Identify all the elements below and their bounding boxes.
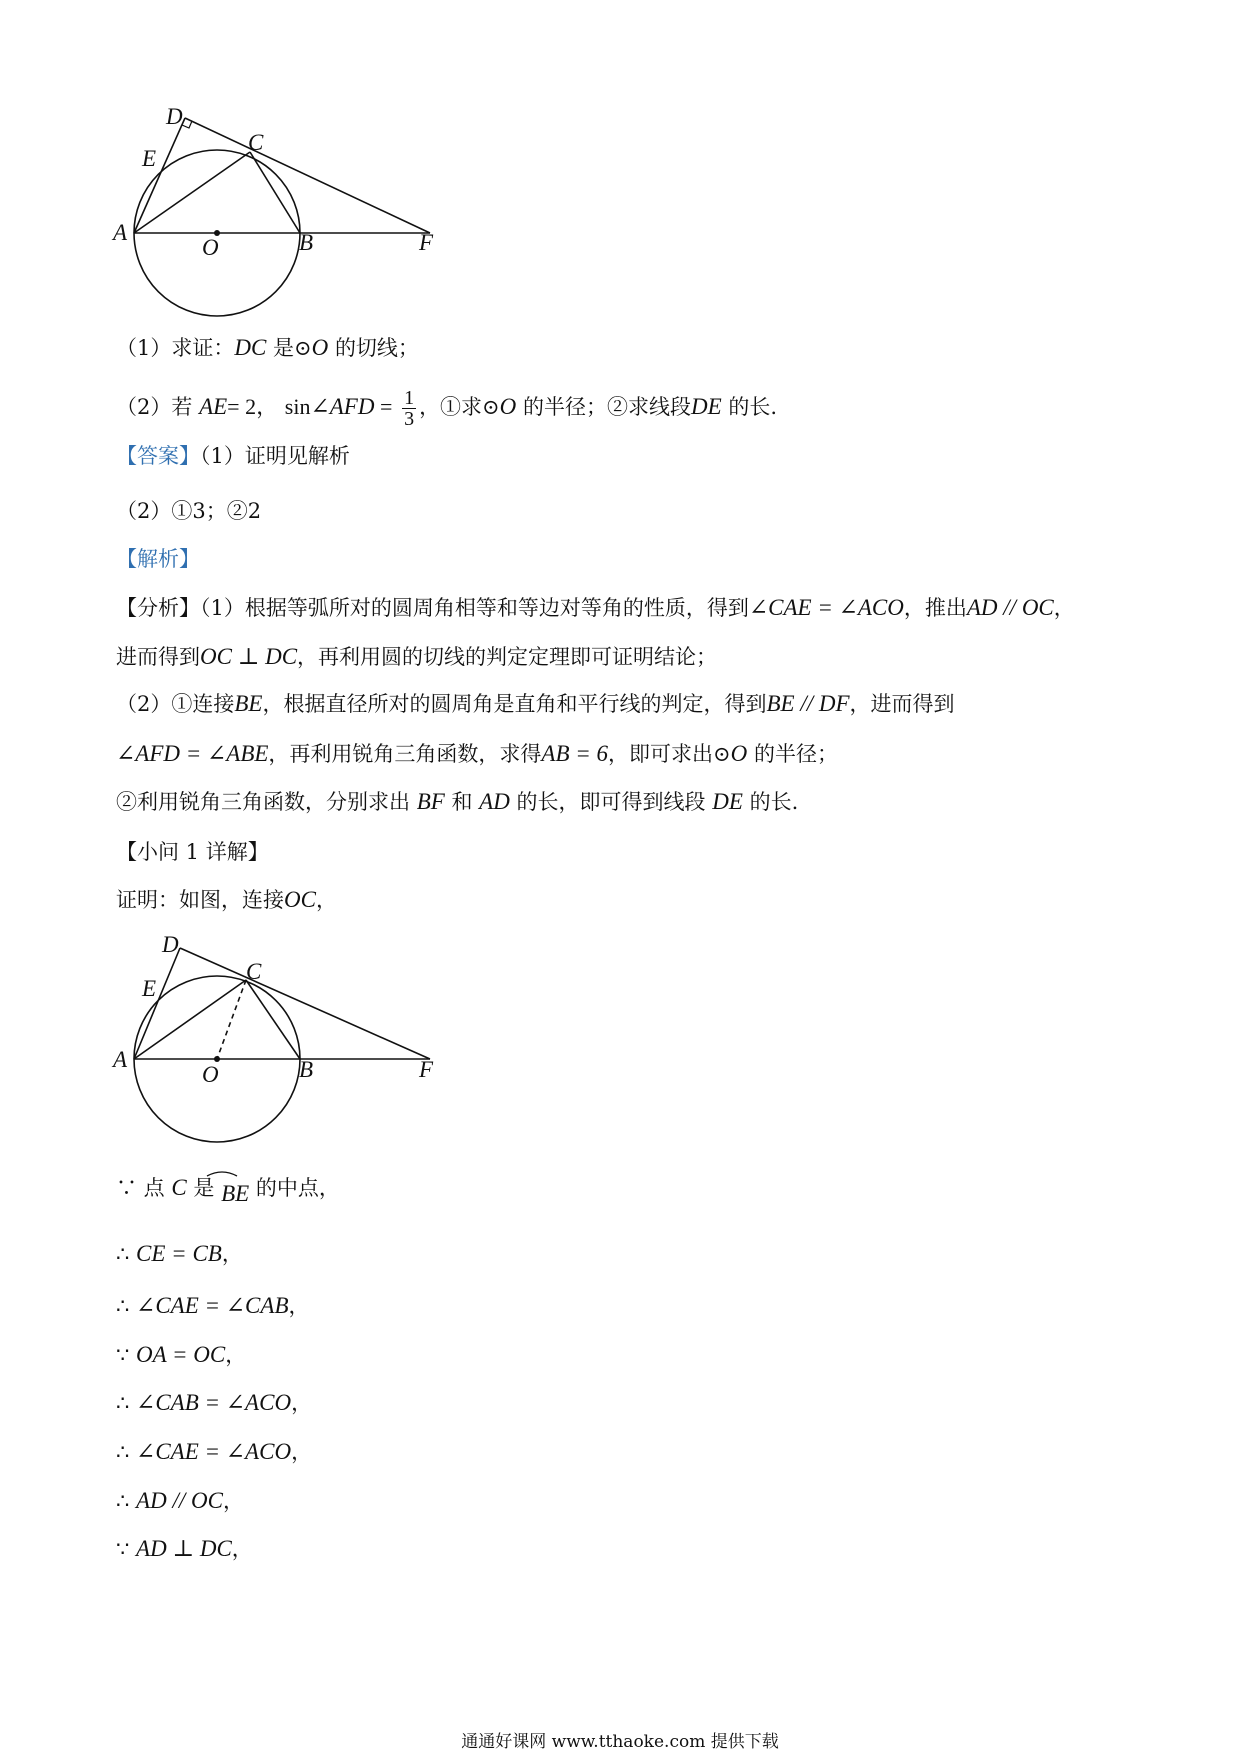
fenxi-l3c: ，进而得到	[849, 692, 955, 716]
frac-denominator: 3	[404, 408, 415, 430]
q1-dc: DC	[234, 335, 267, 360]
q1-rest: 的切线；	[334, 336, 419, 360]
fenxi-l5m3: DE	[712, 789, 743, 814]
step-6-text: ，	[291, 1440, 313, 1464]
q2-mid2: 的半径；②求线段	[522, 395, 691, 419]
proof-intro-b: ，	[315, 888, 337, 912]
fenxi-l5d: 的长.	[749, 790, 799, 814]
label-c: C	[248, 130, 264, 155]
fenxi-l2a: 进而得到	[116, 645, 200, 669]
label-a: A	[113, 220, 128, 245]
step-3-math: ∠CAE = ∠CAB	[136, 1293, 289, 1318]
label-d: D	[166, 104, 183, 129]
label-e: E	[142, 146, 157, 171]
fenxi-l1a: （1）根据等弧所对的圆周角相等和等边对等角的性质，得到	[200, 596, 749, 620]
fenxi-l4m3: O	[730, 741, 748, 766]
fenxi-l4m1: ∠AFD = ∠ABE	[116, 741, 269, 766]
fenxi-l1c: ，	[1053, 596, 1075, 620]
q1-o: O	[311, 335, 329, 360]
step-3-sym: ∴	[116, 1294, 137, 1318]
q2-prefix: （2）若	[116, 395, 193, 419]
label-a-2: A	[113, 1047, 128, 1072]
q2-sin: sin	[284, 394, 311, 419]
frac-numerator: 1	[404, 387, 415, 409]
fenxi-tag: 【分析】	[116, 596, 200, 620]
step-6-sym: ∴	[116, 1440, 137, 1464]
label-c-2: C	[246, 959, 262, 984]
fenxi-l1m1: ∠CAE = ∠ACO	[748, 595, 904, 620]
step-8-sym: ∵	[116, 1537, 137, 1561]
step-1-arc-be: BE	[221, 1181, 250, 1206]
fenxi-l4c: 的半径；	[753, 742, 838, 766]
step-1-sym: ∵ 点	[116, 1176, 172, 1200]
fenxi-l5m1: BF	[416, 789, 445, 814]
step-1-math: C	[171, 1175, 187, 1200]
label-b-2: B	[299, 1057, 314, 1082]
fenxi-l2m: OC ⊥ DC	[200, 644, 298, 669]
step-2-text: ，	[221, 1242, 243, 1266]
fenxi-l5a: ②利用锐角三角函数，分别求出	[116, 790, 410, 814]
step-1-tail: 的中点，	[249, 1176, 340, 1200]
q2-eq: =	[374, 394, 393, 419]
proof-intro-a: 证明：如图，连接	[116, 888, 284, 912]
label-f-2: F	[419, 1057, 434, 1082]
step-7-sym: ∴	[116, 1489, 137, 1513]
q2-eq2: = 2，	[227, 394, 279, 419]
q1-is: 是	[273, 336, 295, 360]
step-5-sym: ∴	[116, 1391, 137, 1415]
step-8-math: AD ⊥ DC	[136, 1536, 232, 1561]
q2-mid1: ，①求⊙	[419, 395, 500, 419]
answer-tag: 【答案】	[116, 444, 200, 468]
step-6-math: ∠CAE = ∠ACO	[136, 1439, 292, 1464]
fenxi-l5m2: AD	[479, 789, 510, 814]
fenxi-l1b: ，推出	[903, 596, 967, 620]
step-7-math: AD // OC	[136, 1488, 223, 1513]
q2-o: O	[499, 394, 517, 419]
step-8-text: ，	[231, 1537, 253, 1561]
step-3-text: ，	[288, 1294, 310, 1318]
label-o-2: O	[202, 1062, 219, 1087]
step-5-math: ∠CAB = ∠ACO	[136, 1390, 292, 1415]
step-1-text: 是	[186, 1176, 222, 1200]
fenxi-l4a: ，再利用锐角三角函数，求得	[268, 742, 542, 766]
fenxi-l3m2: BE // DF	[766, 691, 850, 716]
fenxi-l4m2: AB = 6	[541, 741, 609, 766]
answer-text-1: （1）证明见解析	[200, 444, 350, 468]
circle-symbol: ⊙	[294, 336, 312, 360]
arc-over-be	[207, 1172, 237, 1176]
fenxi-l2b: ，再利用圆的切线的判定定理即可证明结论；	[297, 645, 718, 669]
analysis-tag: 【解析】	[116, 547, 200, 571]
q2-ae: AE	[199, 394, 228, 419]
step-7-text: ，	[222, 1489, 244, 1513]
footer: 通通好课网 www.tthaoke.com 提供下载	[461, 1732, 779, 1752]
label-o: O	[202, 235, 219, 260]
answer-text-2: （2）①3；②2	[116, 499, 262, 523]
step-5-text: ，	[291, 1391, 313, 1415]
proof-intro-oc: OC	[284, 887, 316, 912]
detail-tag: 【小问 1 详解】	[116, 840, 269, 864]
step-4-math: OA = OC	[136, 1342, 226, 1367]
fenxi-l3m1: BE	[234, 691, 263, 716]
step-4-sym: ∵	[116, 1343, 137, 1367]
fenxi-l3a: （2）①连接	[116, 692, 235, 716]
fenxi-l3b: ，根据直径所对的圆周角是直角和平行线的判定，得到	[262, 692, 767, 716]
step-2-math: CE = CB	[136, 1241, 222, 1266]
fenxi-l5c: 的长，即可得到线段	[516, 790, 706, 814]
fenxi-l1m2: AD // OC	[966, 595, 1054, 620]
q2-afd: ∠AFD	[310, 394, 375, 419]
label-b: B	[299, 230, 314, 255]
fenxi-l4b: ，即可求出⊙	[608, 742, 731, 766]
q1-prefix: （1）求证：	[116, 336, 235, 360]
label-d-2: D	[162, 932, 179, 957]
step-4-text: ，	[225, 1343, 247, 1367]
fenxi-l5b: 和	[451, 790, 473, 814]
q2-de: DE	[690, 394, 722, 419]
label-f: F	[419, 230, 434, 255]
step-2-sym: ∴	[116, 1242, 137, 1266]
label-e-2: E	[142, 976, 157, 1001]
q2-rest: 的长.	[728, 395, 778, 419]
